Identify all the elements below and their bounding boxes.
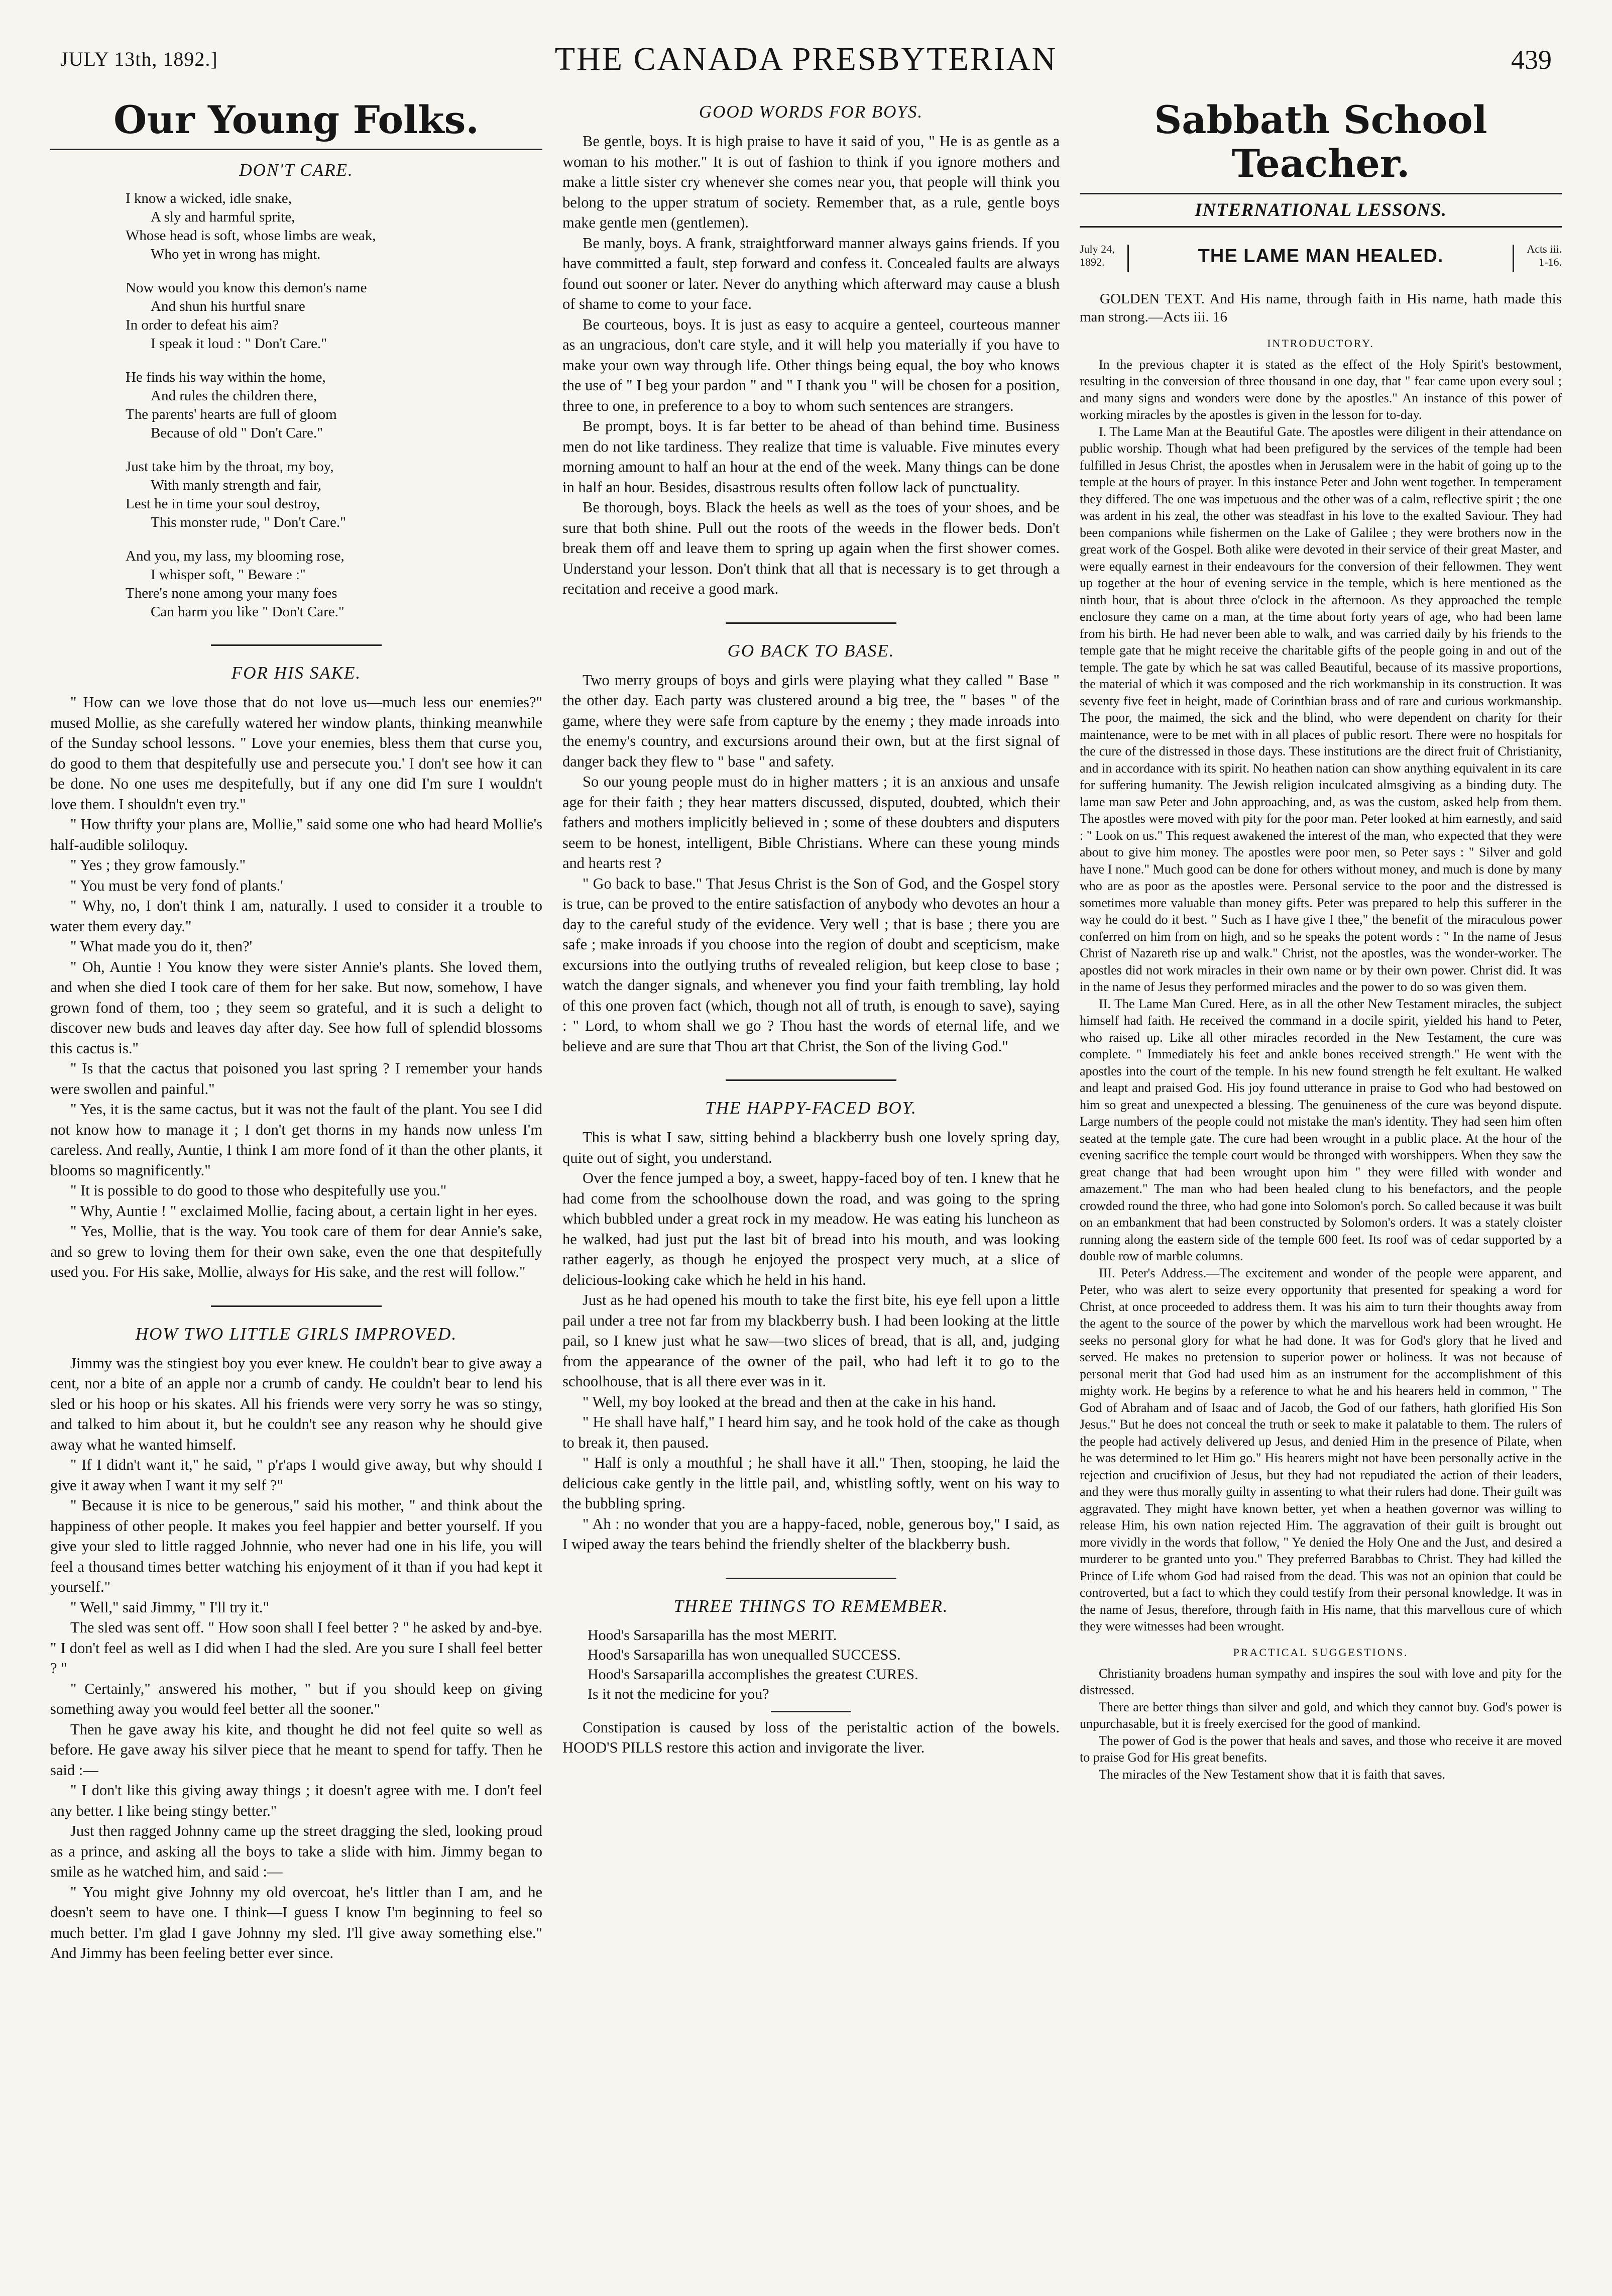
paragraph: " Oh, Auntie ! You know they were sister Annie's plants. She loved them, and when she died I took care of them for her sake. But now, somehow, I have grown fond of them, too ; they seem so grateful, and it is such a delight to discover new buds and leaves day after day. See how full of splendid blossoms this cactus is."	[50, 958, 542, 1057]
poem-stanza	[126, 458, 542, 532]
divider	[726, 1578, 896, 1579]
poem-line: And rules the children there,	[151, 388, 317, 404]
poem-line: I whisper soft, " Beware :"	[151, 567, 306, 583]
paragraph: In the previous chapter it is stated as the effect of the Holy Spirit's bestowment, resulting in the conversion of three thousand in one day, that " fear came upon every soul ; and many signs and wonders were done by the apostles." An instance of this power of working miracles by the apostles is given in the lesson for to-day.	[1080, 357, 1562, 422]
column-young-folks	[50, 98, 542, 2278]
poem-line: Who yet in wrong has might.	[151, 246, 321, 263]
column-sabbath-school	[1080, 98, 1562, 2278]
paragraph: " It is possible to do good to those who despitefully use you."	[70, 1182, 447, 1199]
advert-line: Hood's Sarsaparilla accomplishes the greatest CURES.	[588, 1666, 918, 1683]
divider	[726, 622, 896, 624]
advert-line: Hood's Sarsaparilla has won unequalled SUCCESS.	[588, 1646, 901, 1663]
lesson-heading	[1080, 241, 1562, 284]
poem-line: Lest he in time your soul destroy,	[126, 496, 320, 512]
paragraph: " How can we love those that do not love us—much less our enemies?" mused Mollie, as she carefully watered her window plants, thinking meanwhile of the Sunday school lessons. " Love your enemies, bless them that curse you, do good to them that despitefully use and persecute you.' I don't see how it can be done. No one uses me despitefully, but if any one did I'm sure I wouldn't love them. I shouldn't even try."	[50, 694, 542, 813]
paragraph: Be thorough, boys. Black the heels as well as the toes of your shoes, and be sure that both shine. Pull out the roots of the weeds in the flower beds. Don't break them off and leave them to spring up again when the first shower comes. Understand your lesson. Don't think that all that is necessary is to get through a recitation and receive a good mark.	[562, 499, 1060, 597]
paragraph: " He shall have half," I heard him say, and he took hold of the cake as though to break it, then paused.	[562, 1413, 1060, 1451]
paragraph: III. Peter's Address.—The excitement and wonder of the people were apparent, and Peter, who was alert to seize every opportunity that presented for speaking a word for Christ, at once proceeded to address them. It was his aim to turn their thoughts away from the agent to the source of the power by which the marvellous work had been wrought. He seeks no personal glory for what he had done. It was for God's glory that he lived and served. He makes no pretension to superior power or holiness. It was not because of personal merit that God had used him as an instrument for the accomplishment of this mighty work. He begins by a reference to what he and his hearers held in common, " The God of Abraham and of Isaac and of Jacob, the God of our fathers, hath glorified His Son Jesus." But he does not conceal the truth or seek to make it palatable to them. The rulers of the people had actively delivered up Jesus, and denied Him in the presence of Pilate, when he was determined to let Him go." His hearers might not have been personally active in the rejection and crucifixion of Jesus, but they had not repudiated the action of their leaders, and they were thus morally guilty in assenting to what their rulers had done. Their guilt was aggravated. They might have known better, yet when a heathen governor was willing to release Him, his own nation rejected Him. The aggravation of their guilt is brought out more vividly in the words that follow, " Ye denied the Holy One and the Just, and desired a murderer to be granted unto you." They preferred Barabbas to Christ. They had killed the Prince of Life whom God had raised from the dead. This was not an opinion that could be controverted, but a fact to which they could testify from their personal knowledge. It was in the name of Jesus, therefore, through faith in His name, that this marvellous cure of which they were witnesses had been wrought.	[1080, 1265, 1562, 1634]
advert-line: Hood's Sarsaparilla has the most MERIT.	[588, 1626, 837, 1644]
paragraph: Over the fence jumped a boy, a sweet, happy-faced boy of ten. I knew that he had come from the schoolhouse down the road, and was going to the spring which bubbled under a great rock in my meadow. He was eating his luncheon as he walked, had just put the last bit of bread into his mouth, and was looking rather eagerly, as though he enjoyed the prospect very much, at a slice of delicious-looking cake which he held in his hand.	[562, 1169, 1060, 1288]
paragraph: II. The Lame Man Cured. Here, as in all the other New Testament miracles, the subject himself had faith. He received the command in a docile spirit, yielded his hand to Peter, who raised up. Like all other miracles recorded in the New Testament, the cure was complete. " Immediately his feet and ankle bones received strength." He went with the apostles into the court of the temple. In his new found strength he felt exultant. He walked and leapt and praised God. His joy found utterance in praise to God who had bestowed on him so great and unexpected a blessing. The genuineness of the cure was beyond dispute. Large numbers of the people could not mistake the man's identity. They had seen him often seated at the temple gate. The cure had been wrought in a public place. At the hour of the evening sacrifice the temple court would be thronged with worshippers. When they saw the great change that had been wrought upon him " they were filled with wonder and amazement." The man who had been healed clung to his benefactors, and the people crowded round the three, who had gone into Solomon's porch. So called because it was built on an embankment that had been constructed by Solomon's orders. It was a stately cloister running along the eastern side of the temple 600 feet. Its roof was of cedar supported by a double row of marble columns.	[1080, 996, 1562, 1264]
paragraph: " Well, my boy looked at the bread and then at the cake in his hand.	[583, 1393, 996, 1410]
poem-line: There's none among your many foes	[126, 585, 337, 602]
paragraph: Just then ragged Johnny came up the street dragging the sled, looking proud as a prince, and asking all the boys to take a slide with him. Jimmy began to smile as he watched him, and said :—	[50, 1822, 542, 1881]
paragraph: " Why, Auntie ! " exclaimed Mollie, facing about, a certain light in her eyes.	[70, 1202, 538, 1220]
paragraph: " Ah : no wonder that you are a happy-faced, noble, generous boy," I said, as I wiped away the tears behind the friendly shelter of the blackberry bush.	[562, 1515, 1060, 1553]
divider	[1080, 226, 1562, 228]
paragraph: " Yes, Mollie, that is the way. You took care of them for dear Annie's sake, and so grew to loving them for their own sake, even the one that despitefully used you. For His sake, Mollie, always for His sake, and the rest will follow."	[50, 1223, 542, 1281]
advert-line: Is it not the medicine for you?	[588, 1685, 769, 1702]
poem-stanza	[126, 189, 542, 264]
subsection-heading: PRACTICAL SUGGESTIONS.	[1233, 1646, 1409, 1659]
poem-line: Just take him by the throat, my boy,	[126, 459, 334, 475]
paragraph: " Certainly," answered his mother, " but if you should keep on giving something away you would feel better all the sooner."	[50, 1680, 542, 1718]
paragraph: The miracles of the New Testament show that it is faith that saves.	[1099, 1767, 1446, 1782]
paragraph: " What made you do it, then?'	[70, 938, 253, 955]
paragraph: " Is that the cactus that poisoned you last spring ? I remember your hands were swollen and painful."	[50, 1060, 542, 1098]
paragraph: Be manly, boys. A frank, straightforward manner always gains friends. If you have committed a fault, step forward and confess it. Concealed faults are always found out sooner or later. Never do anything which afterward may cause a blush of shame to come to your face.	[562, 234, 1060, 312]
poem-stanza	[126, 547, 542, 621]
section-masthead-sabbath-school: Sabbath School Teacher.	[1154, 98, 1487, 186]
divider	[211, 644, 382, 646]
lesson-title: THE LAME MAN HEALED.	[1198, 245, 1444, 267]
article-title: GOOD WORDS FOR BOYS.	[699, 102, 924, 122]
article-title: FOR HIS SAKE.	[231, 663, 362, 683]
poem-line: And shun his hurtful snare	[151, 298, 305, 315]
section-masthead-young-folks: Our Young Folks.	[113, 98, 479, 142]
article-title: THREE THINGS TO REMEMBER.	[673, 1596, 949, 1616]
poem-dont-care	[126, 189, 542, 621]
section-subhead: INTERNATIONAL LESSONS.	[1195, 199, 1447, 221]
paragraph: Be courteous, boys. It is just as easy to acquire a genteel, courteous manner as an ungracious, don't care style, and it will help you materially if you have to make your own way through life. Other things being equal, the boy who knows the use of " I beg your pardon " and " I thank you " will be chosen for a position, three to one, in preference to a boy to whom such sentences are strangers.	[562, 315, 1060, 414]
paragraph: " How thrifty your plans are, Mollie," said some one who had heard Mollie's half-audible soliloquy.	[50, 816, 542, 853]
divider	[211, 1305, 382, 1307]
paragraph: " Yes, it is the same cactus, but it was not the fault of the plant. You see I did not know how to manage it ; I don't get thorns in my hands now unless I'm careless. And really, Auntie, I think I am more fond of it than the other plants, it blooms so magnificently."	[50, 1101, 542, 1179]
column-boys	[562, 98, 1060, 2278]
paragraph: So our young people must do in higher matters ; it is an anxious and unsafe age for their faith ; they hear matters discussed, disputed, doubted, which their fathers and mothers implicitly believed in ; some of these doubters and disputers seem to be honest, intelligent, Bible Christians. Where can these young minds and hearts rest ?	[562, 773, 1060, 871]
divider	[50, 149, 542, 150]
subsection-heading: INTRODUCTORY.	[1267, 337, 1374, 350]
paragraph: I. The Lame Man at the Beautiful Gate. The apostles were diligent in their attendance on public worship. Though what had been prefigured by the services of the temple had been fulfilled in Jesus Christ, the apostles when in Jerusalem were in the habit of going up to the temple at the hours of prayer. In this instance Peter and John went together. In temperament they differed. The one was impetuous and the other was of a calm, reflective spirit ; the one was ardent in his zeal, the other was steadfast in his love to the exalted Saviour. They had been companions while fishermen on the Lake of Galilee ; they were brothers now in the great work of the Gospel. Both alike were devoted in their service of their great Master, and were equally earnest in their endeavours for the conversion of their fellowmen. They went up together at the hour of evening service in the temple, which is here mentioned as the ninth hour, that is about three o'clock in the afternoon. As they approached the temple enclosure they came on a man, at the time about forty years of age, who had been lame from his birth. He had never been able to walk, and was carried daily by his friends to the temple gate that he might receive the charitable gifts of the people going in and out of the temple. The gate by which he sat was called Beautiful, because of its massive proportions, the material of which it was composed and the rich workmanship in its construction. It was seventy five feet in height, made of Corinthian brass and of rare and curious workmanship. The poor, the maimed, the sick and the blind, who were dependent on charity for their maintenance, were to be met with in all places of public resort. There were no hospitals for the cure of the distressed in those days. These institutions are the direct fruit of Christianity, and in accordance with its spirit. No heathen nation can show anything equivalent in its care for suffering humanity. The Jewish religion inculcated almsgiving as a binding duty. The lame man saw Peter and John approaching, and, as was the custom, asked help from them. The apostles were moved with pity for the poor man. Peter looked at him earnestly, and said : " Look on us." This request awakened the interest of the man, who expected that they were about to give him money. The apostles were poor men, so Peter says : " Silver and gold have I none." Much good can be done for others without money, and much is done by many who are as poor as the apostles were. Personal service to the poor and the distressed is sometimes more valuable than money gifts. Peter was prepared to help this sufferer in the way he could do it best. " Such as I have give I thee," the benefit of the miraculous power conferred on him from on high, and so he speaks the potent words : " In the name of Jesus Christ of Nazareth rise up and walk." Christ, not the apostles, was the wonder-worker. The apostles did not work miracles in their own name or by their own power. Christ did. It was in the name of Jesus they performed miracles and the power to do so was given them.	[1080, 424, 1562, 995]
lesson-date-line: 1892.	[1080, 255, 1105, 268]
paragraph: Jimmy was the stingiest boy you ever knew. He couldn't bear to give away a cent, nor a bite of an apple nor a crumb of candy. He couldn't bear to lend his sled or his hoop or his skates. All his friends were very sorry he was so stingy, and talked to him about it, but he couldn't see any reason why he should give away what he wanted himself.	[50, 1354, 542, 1453]
poem-line: The parents' hearts are full of gloom	[126, 406, 337, 423]
poem-stanza	[126, 279, 542, 353]
issue-date: JULY 13th, 1892.]	[60, 48, 218, 70]
lesson-reference-line: Acts iii.	[1527, 242, 1562, 255]
paragraph: This is what I saw, sitting behind a blackberry bush one lovely spring day, quite out of sight, you understand.	[562, 1129, 1060, 1166]
paragraph: " Well," said Jimmy, " I'll try it."	[70, 1598, 269, 1616]
poem-title: DON'T CARE.	[239, 160, 354, 180]
poem-line: Whose head is soft, whose limbs are weak,	[126, 228, 376, 244]
poem-line: I know a wicked, idle snake,	[126, 190, 292, 207]
paragraph: Then he gave away his kite, and thought he did not feel quite so well as before. He gave away his silver piece that he meant to spend for taffy. Then he said :—	[50, 1720, 542, 1779]
paragraph: " Because it is nice to be generous," said his mother, " and think about the happiness of other people. It makes you feel happier and better yourself. If you give your sled to little ragged Johnnie, who never had one in his life, you will feel a thousand times better watching his enjoyment of it than if you had kept it yourself."	[50, 1497, 542, 1596]
running-head	[0, 40, 1612, 90]
paragraph: Be prompt, boys. It is far better to be ahead of than behind time. Business men do not like tardiness. They realize that time is valuable. Five minutes every morning amount to half an hour at the end of the week. Many things can be done in half an hour. Besides, disastrous results often follow lack of punctuality.	[562, 417, 1060, 496]
paragraph: " You must be very fond of plants.'	[70, 877, 283, 894]
paragraph: " Half is only a mouthful ; he shall have it all." Then, stooping, he laid the delicious cake gently in the little pail, and, whistling softly, went on his way to the bubbling spring.	[562, 1454, 1060, 1512]
paragraph: The power of God is the power that heals and saves, and those who receive it are moved to praise God for His great benefits.	[1080, 1733, 1562, 1765]
poem-line: Can harm you like " Don't Care."	[151, 604, 344, 620]
divider	[726, 1079, 896, 1081]
paragraph: " Yes ; they grow famously."	[70, 856, 246, 874]
poem-stanza	[126, 368, 542, 443]
golden-text: GOLDEN TEXT. And His name, through faith in His name, hath made this man strong.—Acts iii. 16	[1080, 290, 1562, 325]
paragraph: " Why, no, I don't think I am, naturally. I used to consider it a trouble to water them every day."	[50, 897, 542, 935]
poem-line: I speak it loud : " Don't Care."	[151, 336, 327, 352]
paragraph: Two merry groups of boys and girls were playing what they called " Base " the other day. Each party was clustered around a big tree, the " bases " of the game, where they were safe from capture by the enemy ; they made inroads into the enemy's country, and excursions around their own, but at the first signal of danger back they flew to " base " and safety.	[562, 671, 1060, 770]
poem-line: A sly and harmful sprite,	[151, 209, 295, 226]
divider	[1080, 193, 1562, 194]
paragraph: Just as he had opened his mouth to take the first bite, his eye fell upon a little pail under a tree not far from my blackberry bush. I had been looking at the little pail, so I knew just what he saw—two slices of bread, that is all, and, judging from the appearance of the owner of the pail, who had left it to go to the schoolhouse, that is all there ever was in it.	[562, 1291, 1060, 1390]
paragraph: Constipation is caused by loss of the peristaltic action of the bowels. HOOD'S PILLS restore this action and invigorate the liver.	[562, 1718, 1060, 1756]
paragraph: " I don't like this giving away things ; it doesn't agree with me. I don't feel any better. I like being stingy better."	[50, 1782, 542, 1819]
paragraph: " Go back to base." That Jesus Christ is the Son of God, and the Gospel story is true, can be proved to the entire satisfaction of anybody who devotes an hour a day to the careful study of the evidence. Very well ; that is base ; there you are safe ; make inroads if you choose into the region of doubt and scepticism, make excursions into the outlying truths of revealed religion, but keep close to base ; watch the danger signals, and whenever you find your faith trembling, lay hold of this one proven fact (which, though not all of truth, is enough to save), saying : " Lord, to whom shall we go ? Thou hast the words of eternal life, and we believe and are sure that Thou art that Christ, the Son of the living God."	[562, 874, 1060, 1055]
paragraph: The sled was sent off. " How soon shall I feel better ? " he asked by and-bye. " I don't feel as well as I did when I had the sled. Are you sure I shall feel better ? "	[50, 1619, 542, 1677]
lesson-date-line: July 24,	[1080, 242, 1115, 255]
poem-line: With manly strength and fair,	[151, 477, 321, 494]
poem-line: This monster rude, " Don't Care."	[151, 514, 346, 531]
page-number: 439	[1511, 45, 1552, 75]
poem-line: Because of old " Don't Care."	[151, 425, 323, 442]
poem-line: And you, my lass, my blooming rose,	[126, 548, 344, 565]
paragraph: Christianity broadens human sympathy and inspires the soul with love and pity for the distressed.	[1080, 1666, 1562, 1698]
article-title: THE HAPPY-FACED BOY.	[705, 1098, 917, 1118]
lesson-reference	[1527, 243, 1562, 269]
poem-line: He finds his way within the home,	[126, 369, 326, 386]
paragraph: Be gentle, boys. It is high praise to have it said of you, " He is as gentle as a woman to his mother." It is out of fashion to think if you ignore mothers and make a little sister cry whenever she comes near you, that people will think you belong to the upper stratum of society. Remember that, as a rule, gentle boys make gentle men (gentlemen).	[562, 133, 1060, 231]
paragraph: " If I didn't want it," he said, " p'r'aps I would give away, but why should I give it away when I want it my self ?"	[50, 1456, 542, 1494]
paragraph: " You might give Johnny my old overcoat, he's littler than I am, and he doesn't seem to have one. I think—I guess I know I'm beginning to feel so much better. I'm glad I gave Johnny my sled. I'll give away something else." And Jimmy has been feeling better ever since.	[50, 1883, 542, 1962]
divider	[771, 1711, 851, 1712]
article-title: GO BACK TO BASE.	[727, 640, 895, 661]
lesson-reference-line: 1-16.	[1539, 255, 1562, 268]
article-title: HOW TWO LITTLE GIRLS IMPROVED.	[135, 1324, 457, 1344]
poem-line: In order to defeat his aim?	[126, 317, 279, 334]
bracket	[1513, 245, 1514, 272]
poem-line: Now would you know this demon's name	[126, 280, 367, 296]
publication-title: THE CANADA PRESBYTERIAN	[554, 41, 1058, 77]
paragraph: There are better things than silver and gold, and which they cannot buy. God's power is unpurchasable, but it is freely exercised for the good of mankind.	[1080, 1699, 1562, 1731]
